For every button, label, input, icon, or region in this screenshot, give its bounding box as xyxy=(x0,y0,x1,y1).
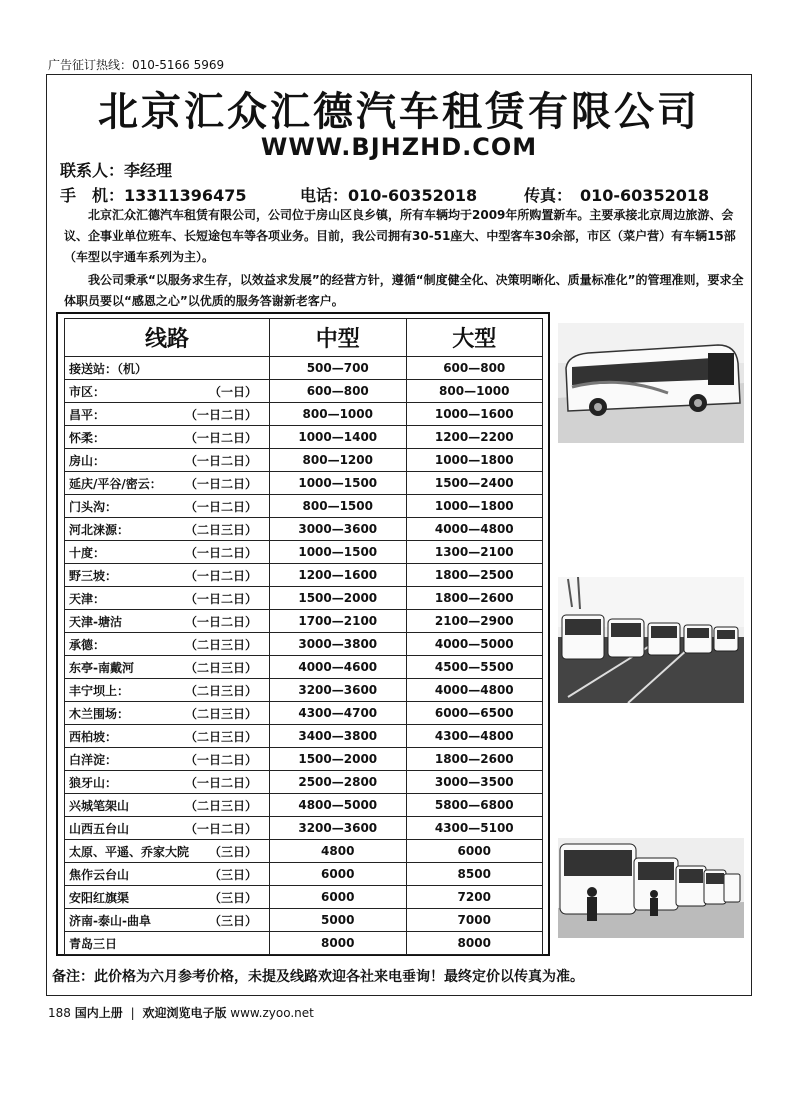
table-row xyxy=(65,725,543,748)
route-cell xyxy=(65,840,270,863)
route-cell xyxy=(65,817,270,840)
route-cell xyxy=(65,449,270,472)
table-row xyxy=(65,541,543,564)
mid-price: 1500—2000 xyxy=(270,748,407,771)
route-days: （三日） xyxy=(208,868,257,882)
route-name: 接送站：（机） xyxy=(69,361,148,376)
mid-price: 1000—1500 xyxy=(270,541,407,564)
mid-price: 1000—1400 xyxy=(270,426,407,449)
ad-hotline: 广告征订热线：010-5166 5969 xyxy=(48,58,225,72)
route-cell xyxy=(65,633,270,656)
route-name: 天津： xyxy=(69,591,106,606)
table-header-row xyxy=(65,319,543,357)
route-days: （二日三日） xyxy=(184,661,257,675)
table-row xyxy=(65,909,543,932)
route-cell xyxy=(65,403,270,426)
fax-number: 传真： 010-60352018 xyxy=(524,186,710,205)
mid-price: 1000—1500 xyxy=(270,472,407,495)
route-days: （一日二日） xyxy=(184,500,257,514)
price-note: 备注：此价格为六月参考价格，未提及线路欢迎各社来电垂询！最终定价以传真为准。 xyxy=(52,969,584,985)
big-price: 800—1000 xyxy=(406,380,543,403)
route-cell xyxy=(65,794,270,817)
route-days: （一日二日） xyxy=(184,408,257,422)
big-price: 8000 xyxy=(406,932,543,955)
big-price: 1300—2100 xyxy=(406,541,543,564)
route-name: 昌平： xyxy=(69,407,106,422)
route-days: （二日三日） xyxy=(184,707,257,721)
big-price: 4500—5500 xyxy=(406,656,543,679)
big-price: 8500 xyxy=(406,863,543,886)
route-cell xyxy=(65,725,270,748)
table-row xyxy=(65,771,543,794)
table-row xyxy=(65,656,543,679)
intro-paragraph-1: 北京汇众汇德汽车租赁有限公司，公司位于房山区良乡镇，所有车辆均于2009年所购置新车。主要承接北京周边旅游、会议、企事业单位班车、长短途包车等各项业务。目前，我公司拥有30-51座大、中型客车30余部，市区（菜户营）有车辆15部（车型以宇通车系列为主）。 xyxy=(64,208,736,264)
big-price: 7200 xyxy=(406,886,543,909)
header-route: 线路 xyxy=(65,319,270,357)
route-name: 野三坡： xyxy=(69,568,118,583)
route-days: （一日二日） xyxy=(184,776,257,790)
route-cell xyxy=(65,679,270,702)
price-table-box xyxy=(56,312,550,956)
table-row xyxy=(65,863,543,886)
mid-price: 6000 xyxy=(270,863,407,886)
route-cell xyxy=(65,518,270,541)
bus-photo-fleet xyxy=(558,577,744,703)
mid-price: 3400—3800 xyxy=(270,725,407,748)
route-cell xyxy=(65,932,270,955)
route-days: （一日二日） xyxy=(184,454,257,468)
table-row xyxy=(65,564,543,587)
table-row xyxy=(65,449,543,472)
table-row xyxy=(65,380,543,403)
route-name: 天津-塘沽 xyxy=(69,614,122,629)
mid-price: 2500—2800 xyxy=(270,771,407,794)
footer-separator: | xyxy=(130,1006,135,1020)
route-cell xyxy=(65,357,270,380)
mid-price: 4300—4700 xyxy=(270,702,407,725)
route-name: 河北涞源： xyxy=(69,522,130,537)
route-name: 延庆/平谷/密云： xyxy=(69,476,162,491)
route-days: （一日） xyxy=(208,385,257,399)
footer-section: 国内上册 xyxy=(74,1006,123,1020)
page-footer xyxy=(48,1004,314,1021)
mid-price: 6000 xyxy=(270,886,407,909)
route-days: （二日三日） xyxy=(184,730,257,744)
big-price: 600—800 xyxy=(406,357,543,380)
big-price: 2100—2900 xyxy=(406,610,543,633)
price-table xyxy=(64,318,543,955)
header-mid: 中型 xyxy=(270,319,407,357)
route-cell xyxy=(65,863,270,886)
big-price: 4000—4800 xyxy=(406,518,543,541)
route-days: （一日二日） xyxy=(184,431,257,445)
table-row xyxy=(65,633,543,656)
bus-photo-staff xyxy=(558,838,744,938)
mid-price: 1500—2000 xyxy=(270,587,407,610)
route-days: （一日二日） xyxy=(184,592,257,606)
big-price: 4000—4800 xyxy=(406,679,543,702)
mid-price: 500—700 xyxy=(270,357,407,380)
bus-photo-single xyxy=(558,323,744,443)
page-number: 188 xyxy=(48,1006,71,1020)
route-days: （一日二日） xyxy=(184,753,257,767)
mid-price: 3200—3600 xyxy=(270,817,407,840)
intro-paragraph-2: 我公司秉承“以服务求生存，以效益求发展”的经营方针，遵循“制度健全化、决策明晰化、质量标准化”的管理准则，要求全体职员要以“感恩之心”以优质的服务答谢新老客户。 xyxy=(64,273,744,308)
contact-person: 联系人：李经理 xyxy=(60,161,173,180)
route-name: 青岛三日 xyxy=(69,936,118,951)
header-big: 大型 xyxy=(406,319,543,357)
route-name: 兴城笔架山 xyxy=(69,798,130,813)
route-name: 狼牙山： xyxy=(69,775,118,790)
big-price: 1200—2200 xyxy=(406,426,543,449)
company-intro xyxy=(64,205,744,312)
mid-price: 8000 xyxy=(270,932,407,955)
route-cell xyxy=(65,748,270,771)
route-cell xyxy=(65,495,270,518)
table-row xyxy=(65,495,543,518)
route-days: （一日二日） xyxy=(184,615,257,629)
mid-price: 4800 xyxy=(270,840,407,863)
table-row xyxy=(65,403,543,426)
table-row xyxy=(65,518,543,541)
big-price: 1000—1800 xyxy=(406,449,543,472)
big-price: 5800—6800 xyxy=(406,794,543,817)
route-days: （一日二日） xyxy=(184,822,257,836)
route-cell xyxy=(65,610,270,633)
route-cell xyxy=(65,472,270,495)
table-row xyxy=(65,679,543,702)
big-price: 1000—1600 xyxy=(406,403,543,426)
route-name: 十度： xyxy=(69,545,106,560)
route-cell xyxy=(65,380,270,403)
route-name: 怀柔： xyxy=(69,430,106,445)
big-price: 1800—2600 xyxy=(406,748,543,771)
route-name: 济南-泰山-曲阜 xyxy=(69,913,151,928)
route-days: （三日） xyxy=(208,845,257,859)
route-days: （二日三日） xyxy=(184,523,257,537)
big-price: 1800—2500 xyxy=(406,564,543,587)
route-name: 丰宁坝上： xyxy=(69,683,130,698)
table-row xyxy=(65,472,543,495)
route-cell xyxy=(65,656,270,679)
route-days: （一日二日） xyxy=(184,546,257,560)
big-price: 4300—5100 xyxy=(406,817,543,840)
tel-number: 电话：010-60352018 xyxy=(300,186,478,205)
route-days: （一日二日） xyxy=(184,477,257,491)
table-row xyxy=(65,702,543,725)
big-price: 7000 xyxy=(406,909,543,932)
table-row xyxy=(65,610,543,633)
website-url[interactable]: WWW.BJHZHD.COM xyxy=(260,133,538,161)
big-price: 1000—1800 xyxy=(406,495,543,518)
mid-price: 1200—1600 xyxy=(270,564,407,587)
table-row xyxy=(65,932,543,955)
table-row xyxy=(65,886,543,909)
route-days: （二日三日） xyxy=(184,799,257,813)
big-price: 4000—5000 xyxy=(406,633,543,656)
table-row xyxy=(65,794,543,817)
route-cell xyxy=(65,886,270,909)
big-price: 6000—6500 xyxy=(406,702,543,725)
route-name: 山西五台山 xyxy=(69,821,130,836)
route-cell xyxy=(65,909,270,932)
mobile-number: 手 机：13311396475 xyxy=(60,186,247,205)
route-days: （一日二日） xyxy=(184,569,257,583)
route-cell xyxy=(65,426,270,449)
route-name: 承德： xyxy=(69,637,106,652)
route-name: 东亭-南戴河 xyxy=(69,660,134,675)
table-row xyxy=(65,817,543,840)
route-days: （三日） xyxy=(208,891,257,905)
table-row xyxy=(65,587,543,610)
big-price: 3000—3500 xyxy=(406,771,543,794)
mid-price: 800—1000 xyxy=(270,403,407,426)
mid-price: 3200—3600 xyxy=(270,679,407,702)
big-price: 4300—4800 xyxy=(406,725,543,748)
company-name: 北京汇众汇德汽车租赁有限公司 xyxy=(98,89,700,135)
mid-price: 4800—5000 xyxy=(270,794,407,817)
mid-price: 800—1500 xyxy=(270,495,407,518)
mid-price: 600—800 xyxy=(270,380,407,403)
route-name: 房山： xyxy=(69,453,106,468)
big-price: 6000 xyxy=(406,840,543,863)
mid-price: 4000—4600 xyxy=(270,656,407,679)
route-days: （三日） xyxy=(208,914,257,928)
route-name: 安阳红旗渠 xyxy=(69,890,130,905)
mid-price: 800—1200 xyxy=(270,449,407,472)
table-row xyxy=(65,357,543,380)
mid-price: 1700—2100 xyxy=(270,610,407,633)
mid-price: 3000—3600 xyxy=(270,518,407,541)
route-cell xyxy=(65,702,270,725)
footer-url[interactable]: www.zyoo.net xyxy=(230,1006,314,1020)
route-name: 门头沟： xyxy=(69,499,118,514)
big-price: 1800—2600 xyxy=(406,587,543,610)
footer-browse: 欢迎浏览电子版 xyxy=(142,1006,227,1020)
route-days: （二日三日） xyxy=(184,638,257,652)
table-row xyxy=(65,748,543,771)
route-name: 焦作云台山 xyxy=(69,867,130,882)
big-price: 1500—2400 xyxy=(406,472,543,495)
route-name: 木兰围场： xyxy=(69,706,130,721)
route-cell xyxy=(65,587,270,610)
table-row xyxy=(65,426,543,449)
route-name: 市区： xyxy=(69,384,106,399)
route-cell xyxy=(65,564,270,587)
route-days: （二日三日） xyxy=(184,684,257,698)
route-cell xyxy=(65,771,270,794)
route-name: 太原、平遥、乔家大院 xyxy=(69,844,190,859)
route-name: 白洋淀： xyxy=(69,752,118,767)
mid-price: 5000 xyxy=(270,909,407,932)
route-cell xyxy=(65,541,270,564)
table-row xyxy=(65,840,543,863)
route-name: 西柏坡： xyxy=(69,729,118,744)
mid-price: 3000—3800 xyxy=(270,633,407,656)
